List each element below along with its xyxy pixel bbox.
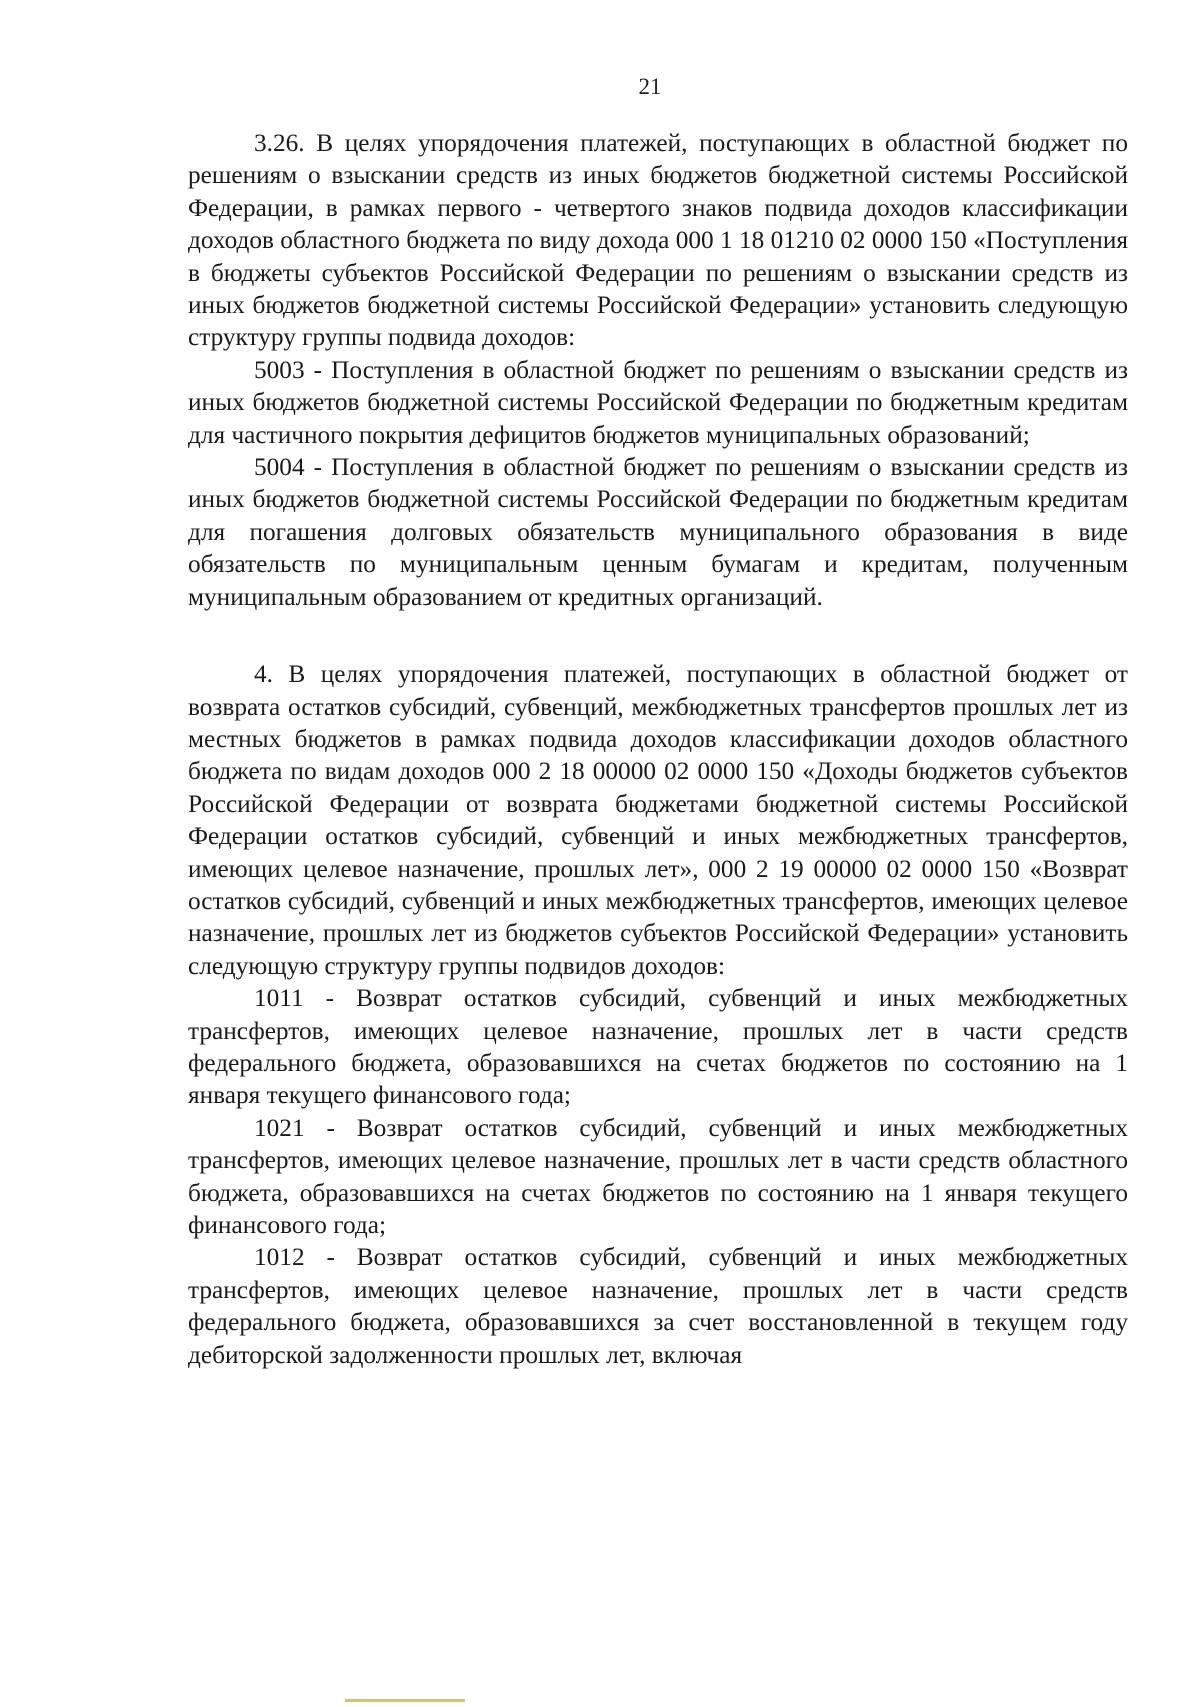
paragraph-4-intro: 4. В целях упорядочения платежей, поступающих в областной бюджет от возврата остатков субсидий, субвенций, межбюджетных трансфертов прошлых лет из местных бюджетов в рамках подвида доходов классификации доходов областного бюджета по видам доходов 000 2 18 00000 02 0000 150 «Доходы бюджетов субъектов Российской Федерации от возврата бюджетами бюджетной системы Российской Федерации остатков субсидий, субвенций и иных межбюджетных трансфертов, имеющих целевое назначение, прошлых лет», 000 2 19 00000 02 0000 150 «Возврат остатков субсидий, субвенций и иных межбюджетных трансфертов, имеющих целевое назначение, прошлых лет из бюджетов субъектов Российской Федерации» установить следующую структуру группы подвидов доходов: — [188, 660, 1128, 980]
paragraph-code-5003: 5003 - Поступления в областной бюджет по решениям о взыскании средств из иных бюджетов бюджетной системы Российской Федерации по бюджетным кредитам для частичного покрытия дефицитов бюджетов муниципальных образований; — [188, 355, 1128, 449]
section-gap — [188, 613, 1128, 658]
paragraph-code-1012: 1012 - Возврат остатков субсидий, субвенций и иных межбюджетных трансфертов, имеющих целевое назначение, прошлых лет в части средств федерального бюджета, образовавшихся за счет восстановленной в текущем году дебиторской задолженности прошлых лет, включая — [188, 1243, 1128, 1369]
paragraph-code-1021: 1021 - Возврат остатков субсидий, субвенций и иных межбюджетных трансфертов, имеющих целевое назначение, прошлых лет в части средств областного бюджета, образовавшихся на счетах бюджетов по состоянию на 1 января текущего финансового года; — [188, 1113, 1128, 1239]
document-body — [188, 127, 1128, 1371]
page-number: 21 — [638, 74, 662, 99]
scan-edge-mark — [345, 1699, 465, 1702]
paragraph-code-1011: 1011 - Возврат остатков субсидий, субвенций и иных межбюджетных трансфертов, имеющих целевое назначение, прошлых лет в части средств федерального бюджета, образовавшихся на счетах бюджетов по состоянию на 1 января текущего финансового года; — [188, 984, 1128, 1110]
paragraph-3-26-intro: 3.26. В целях упорядочения платежей, поступающих в областной бюджет по решениям о взыскании средств из иных бюджетов бюджетной системы Российской Федерации, в рамках первого - четвертого знаков подвида доходов классификации доходов областного бюджета по виду дохода 000 1 18 01210 02 0000 150 «Поступления в бюджеты субъектов Российской Федерации по решениям о взыскании средств из иных бюджетов бюджетной системы Российской Федерации» установить следующую структуру группы подвида доходов: — [188, 129, 1128, 352]
paragraph-code-5004: 5004 - Поступления в областной бюджет по решениям о взыскании средств из иных бюджетов бюджетной системы Российской Федерации по бюджетным кредитам для погашения долговых обязательств муниципального образования в виде обязательств по муниципальным ценным бумагам и кредитам, полученным муниципальным образованием от кредитных организаций. — [188, 453, 1128, 611]
